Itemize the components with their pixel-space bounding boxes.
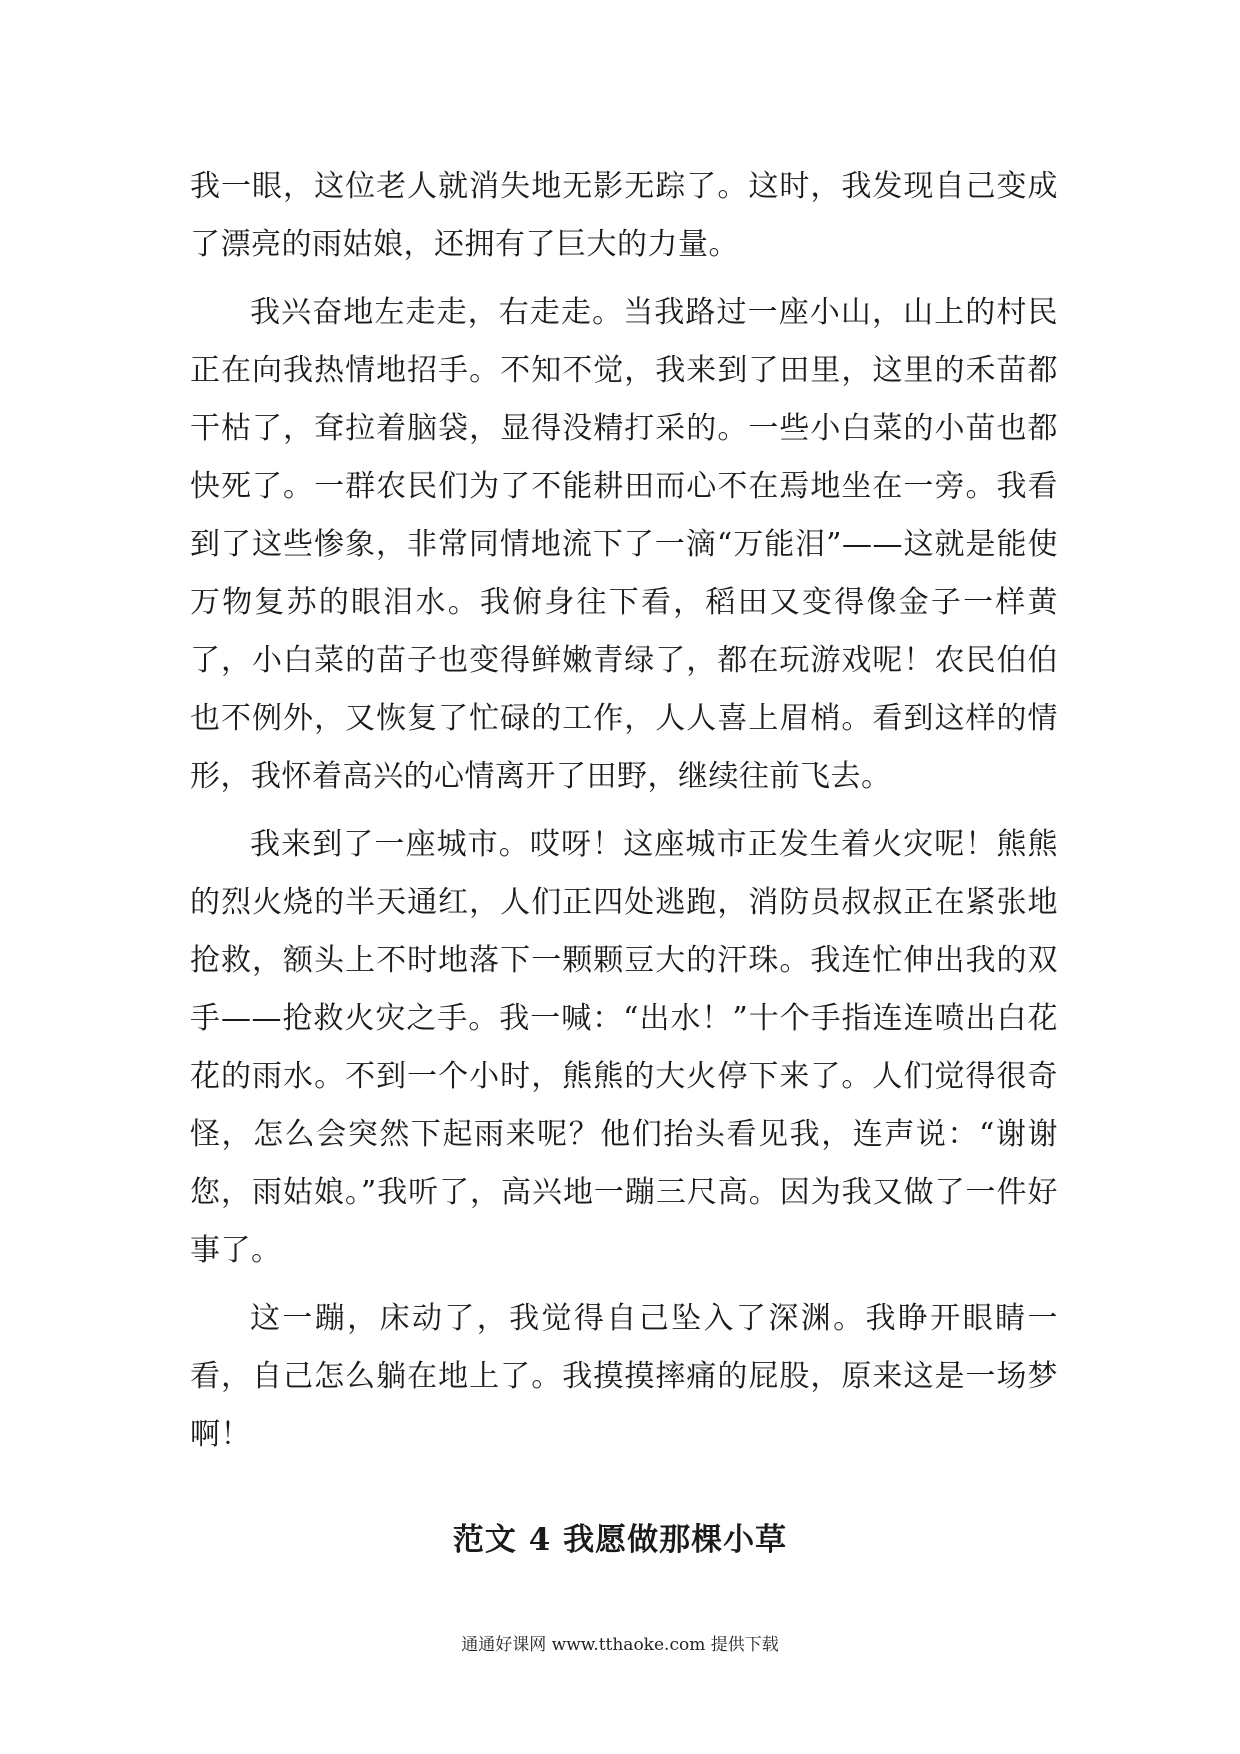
essay-body [190, 158, 1058, 1464]
page-footer: 通通好课网 www.tthaoke.com 提供下载 [461, 1635, 779, 1655]
paragraph-3: 我来到了一座城市。哎呀！这座城市正发生着火灾呢！熊熊的烈火烧的半天通红，人们正四处逃跑，消防员叔叔正在紧张地抢救，额头上不时地落下一颗颗豆大的汗珠。我连忙伸出我的双手——抢救火灾之手。我一喊：“出水！”十个手指连连喷出白花花的雨水。不到一个小时，熊熊的大火停下来了。人们觉得很奇怪，怎么会突然下起雨来呢？他们抬头看见我，连声说：“谢谢您，雨姑娘。”我听了，高兴地一蹦三尺高。因为我又做了一件好事了。 [190, 827, 1058, 1268]
paragraph-2: 我兴奋地左走走，右走走。当我路过一座小山，山上的村民正在向我热情地招手。不知不觉，我来到了田里，这里的禾苗都干枯了，耷拉着脑袋，显得没精打采的。一些小白菜的小苗也都快死了。一群农民们为了不能耕田而心不在焉地坐在一旁。我看到了这些惨象，非常同情地流下了一滴“万能泪”——这就是能使万物复苏的眼泪水。我俯身往下看，稻田又变得像金子一样黄了，小白菜的苗子也变得鲜嫩青绿了，都在玩游戏呢！农民伯伯也不例外，又恢复了忙碌的工作，人人喜上眉梢。看到这样的情形，我怀着高兴的心情离开了田野，继续往前飞去。 [190, 295, 1058, 794]
section-title: 范文 4 我愿做那棵小草 [452, 1522, 788, 1558]
paragraph-1: 我一眼，这位老人就消失地无影无踪了。这时，我发现自己变成了漂亮的雨姑娘，还拥有了巨大的力量。 [190, 169, 1058, 262]
paragraph-4: 这一蹦，床动了，我觉得自己坠入了深渊。我睁开眼睛一看，自己怎么躺在地上了。我摸摸摔痛的屁股，原来这是一场梦啊！ [190, 1301, 1058, 1452]
